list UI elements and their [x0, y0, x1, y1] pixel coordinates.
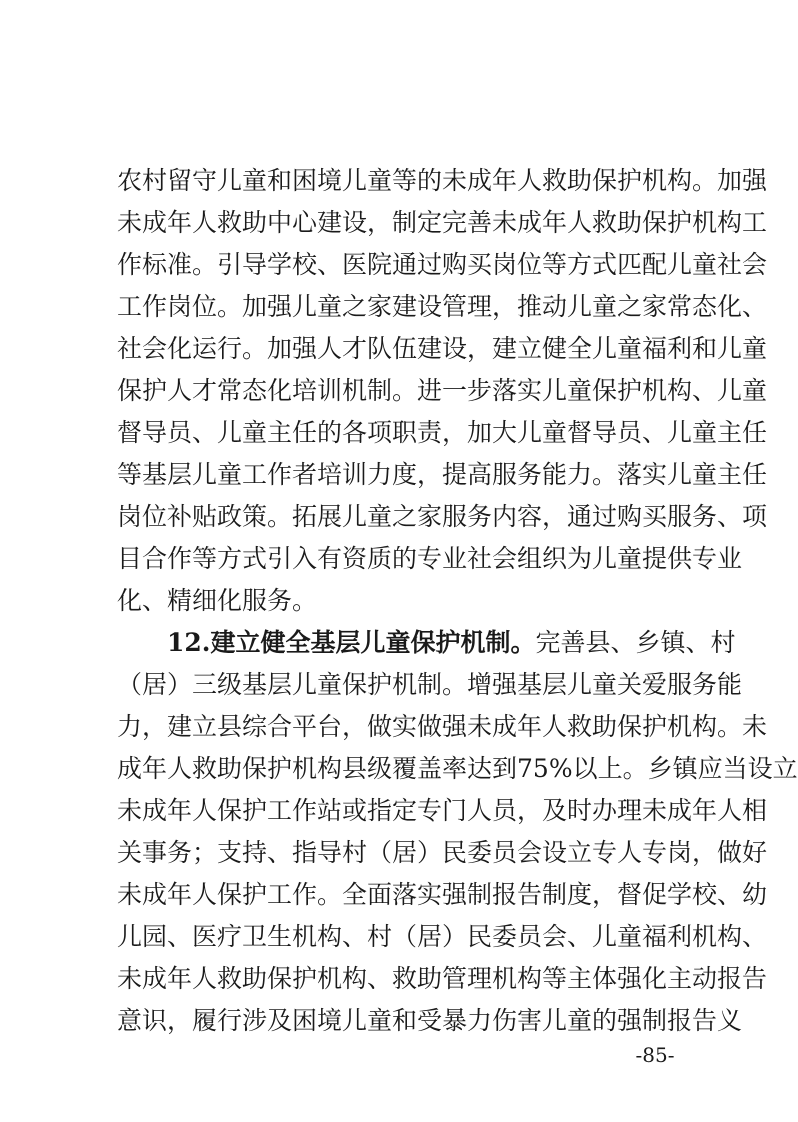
text-line: 未成年人救助保护机构、救助管理机构等主体强化主动报告 — [117, 964, 768, 993]
section-heading: 12.建立健全基层儿童保护机制。 — [167, 628, 536, 657]
text-line: 力，建立县综合平台，做实做强未成年人救助保护机构。未 — [117, 712, 768, 741]
text-line: 意识，履行涉及困境儿童和受暴力伤害儿童的强制报告义 — [117, 1006, 743, 1035]
page-number: -85- — [635, 1043, 675, 1067]
text-line: 未成年人保护工作站或指定专门人员，及时办理未成年人相 — [117, 796, 768, 825]
text-line: 未成年人救助中心建设，制定完善未成年人救助保护机构工 — [117, 208, 768, 237]
text-line: 未成年人保护工作。全面落实强制报告制度，督促学校、幼 — [117, 880, 768, 909]
text-line: 化、精细化服务。 — [117, 586, 318, 615]
text-line: 督导员、儿童主任的各项职责，加大儿童督导员、儿童主任 — [117, 418, 768, 447]
heading-line-rest: 完善县、乡镇、村 — [535, 628, 736, 657]
text-line: 农村留守儿童和困境儿童等的未成年人救助保护机构。加强 — [117, 166, 768, 195]
text-line: 关事务；支持、指导村（居）民委员会设立专人专岗，做好 — [117, 838, 768, 867]
text-line: 目合作等方式引入有资质的专业社会组织为儿童提供专业 — [117, 544, 743, 573]
text-line: 社会化运行。加强人才队伍建设，建立健全儿童福利和儿童 — [117, 334, 768, 363]
text-line: 作标准。引导学校、医院通过购买岗位等方式匹配儿童社会 — [117, 250, 768, 279]
text-line: 等基层儿童工作者培训力度，提高服务能力。落实儿童主任 — [117, 460, 768, 489]
text-line: 工作岗位。加强儿童之家建设管理，推动儿童之家常态化、 — [117, 292, 768, 321]
text-line: 儿园、医疗卫生机构、村（居）民委员会、儿童福利机构、 — [117, 922, 768, 951]
text-line: 保护人才常态化培训机制。进一步落实儿童保护机构、儿童 — [117, 376, 768, 405]
text-line: 岗位补贴政策。拓展儿童之家服务内容，通过购买服务、项 — [117, 502, 768, 531]
text-line: 成年人救助保护机构县级覆盖率达到75%以上。乡镇应当设立 — [117, 754, 798, 783]
text-line: （居）三级基层儿童保护机制。增强基层儿童关爱服务能 — [117, 670, 743, 699]
section-heading-line — [167, 622, 736, 664]
